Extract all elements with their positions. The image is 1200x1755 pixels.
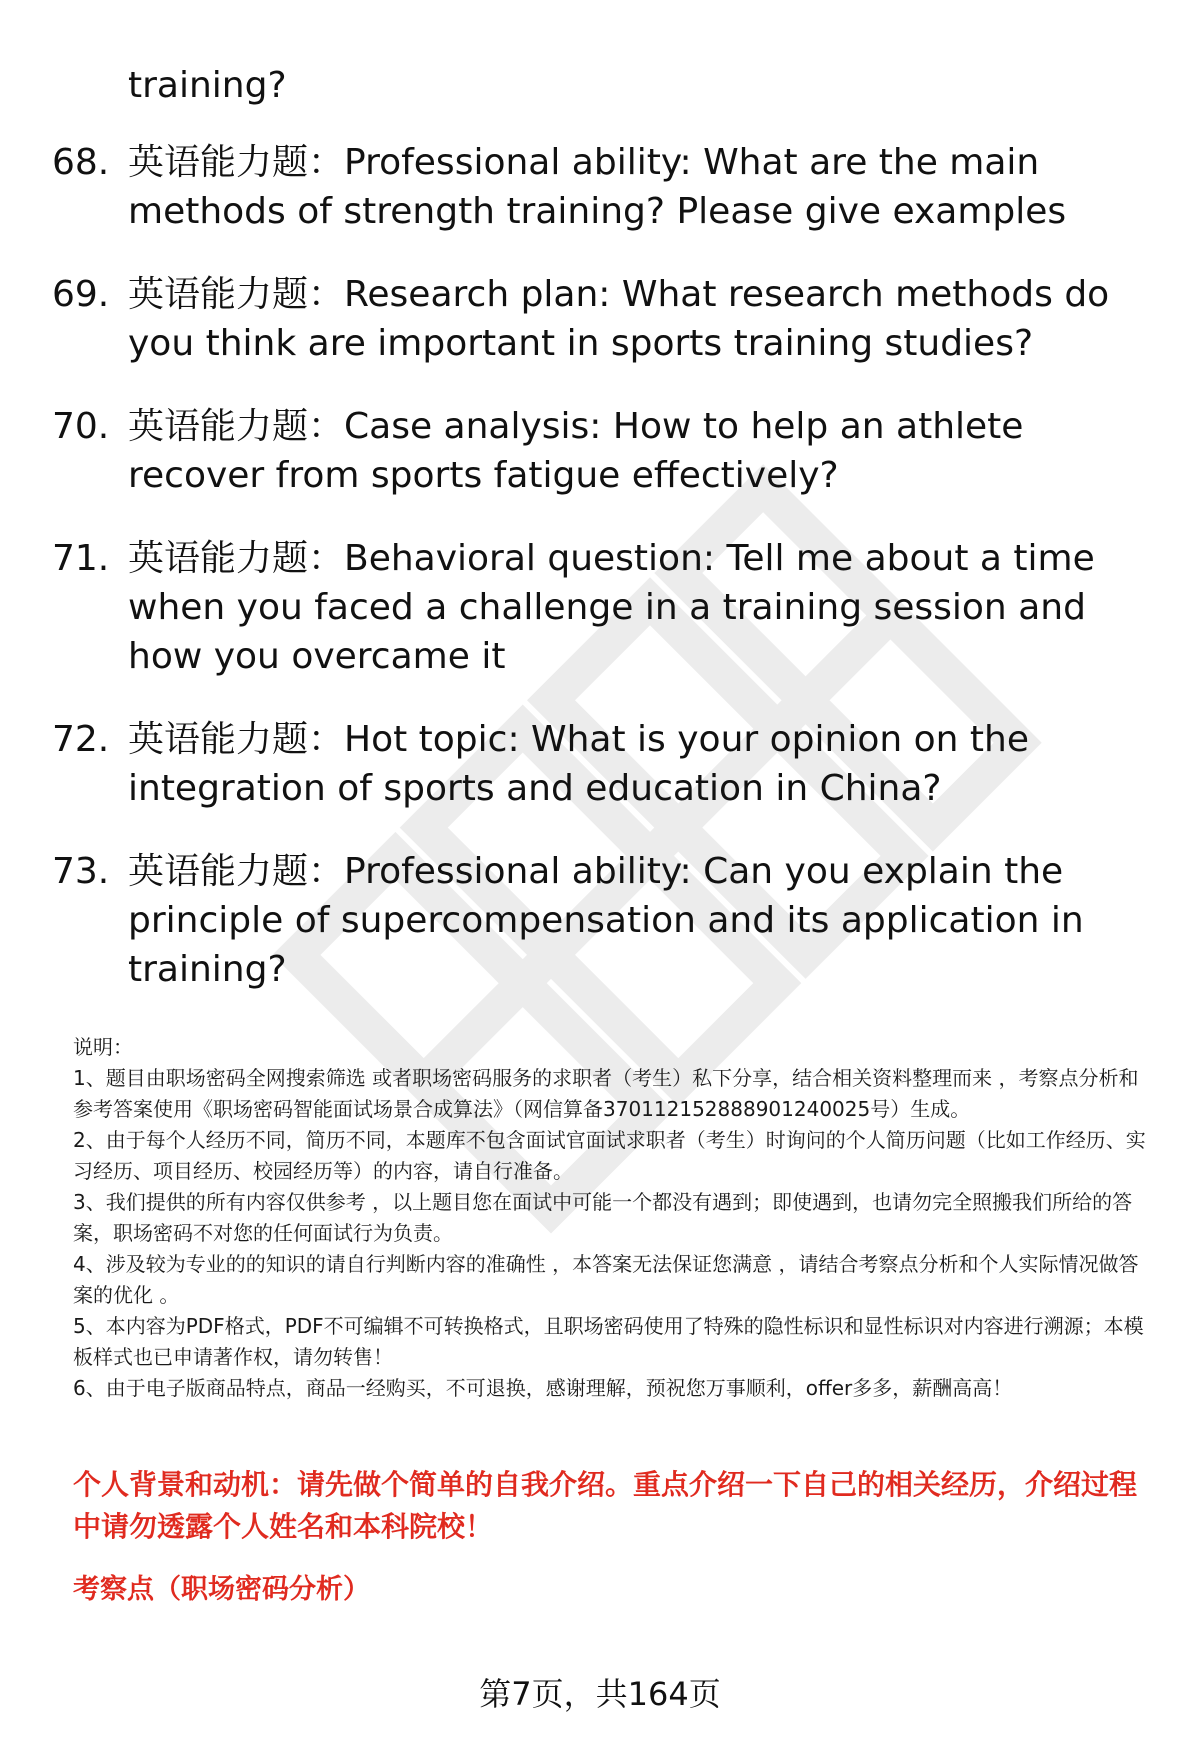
question-text: 英语能力题：Case analysis: How to help an athlete recover from sports fatigue effectively? [128, 406, 1024, 496]
question-item [52, 534, 1162, 681]
analysis-heading: 考察点（职场密码分析） [73, 1574, 370, 1605]
question-item [52, 402, 1162, 500]
question-list [52, 138, 1162, 1028]
question-text: 英语能力题：Research plan: What research methods do you think are important in sports training studies? [128, 274, 1110, 364]
question-text: 英语能力题：Professional ability: What are the main methods of strength training? Please give examples [128, 142, 1067, 232]
question-item [52, 138, 1162, 236]
note-item: 6、由于电子版商品特点，商品一经购买，不可退换，感谢理解，预祝您万事顺利，offer多多，薪酬高高！ [73, 1376, 1013, 1400]
question-text: 英语能力题：Behavioral question: Tell me about a time when you faced a challenge in a training session and how you overcame it [128, 538, 1095, 677]
question-item [52, 715, 1162, 813]
question-text: 英语能力题：Hot topic: What is your opinion on the integration of sports and education in China? [128, 719, 1029, 809]
question-heading-block [73, 1464, 1163, 1610]
question-text: 英语能力题：Professional ability: Can you explain the principle of supercompensation and its application in training? [128, 851, 1084, 990]
note-item: 4、涉及较为专业的的知识的请自行判断内容的准确性 ，本答案无法保证您满意 ，请结合考察点分析和个人实际情况做答案的优化 。 [73, 1252, 1139, 1307]
question-heading: 个人背景和动机：请先做个简单的自我介绍。重点介绍一下自己的相关经历，介绍过程中请勿透露个人姓名和本科院校！ [73, 1468, 1138, 1543]
continued-question-text: training? [128, 65, 287, 106]
note-item: 1、题目由职场密码全网搜索筛选 或者职场密码服务的求职者（考生）私下分享，结合相关资料整理而来 ，考察点分析和参考答案使用《职场密码智能面试场景合成算法》（网信算备370112152888901240025号）生成。 [73, 1066, 1139, 1121]
question-item [52, 847, 1162, 994]
notes-section [73, 1032, 1158, 1404]
note-item: 2、由于每个人经历不同，简历不同，本题库不包含面试官面试求职者（考生）时询问的个人简历问题（比如工作经历、实习经历、项目经历、校园经历等）的内容，请自行准备。 [73, 1128, 1146, 1183]
question-item [52, 270, 1162, 368]
notes-heading: 说明： [73, 1035, 133, 1059]
question-number: 69. [52, 274, 110, 315]
question-number: 68. [52, 142, 110, 183]
page-number: 第7页，共164页 [479, 1675, 721, 1713]
note-item: 3、我们提供的所有内容仅供参考 ，以上题目您在面试中可能一个都没有遇到；即使遇到，也请勿完全照搬我们所给的答案，职场密码不对您的任何面试行为负责。 [73, 1190, 1133, 1245]
note-item: 5、本内容为PDF格式，PDF不可编辑不可转换格式，且职场密码使用了特殊的隐性标识和显性标识对内容进行溯源；本模板样式也已申请著作权，请勿转售！ [73, 1314, 1144, 1369]
question-number: 73. [52, 851, 110, 892]
question-number: 70. [52, 406, 110, 447]
question-number: 72. [52, 719, 110, 760]
question-number: 71. [52, 538, 110, 579]
